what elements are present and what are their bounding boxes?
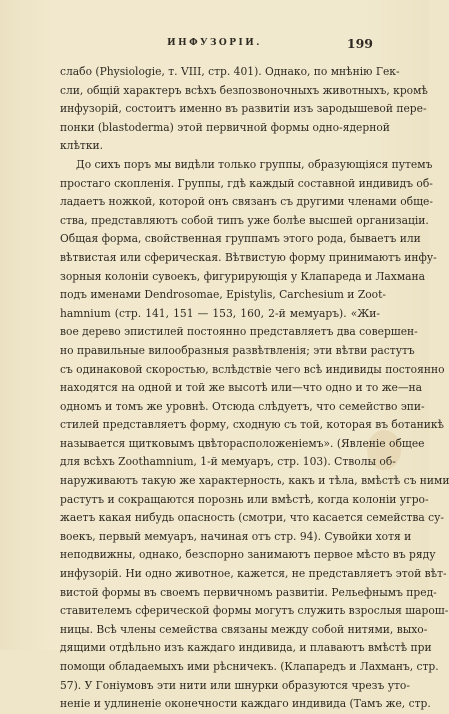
text-line: воекъ, первый мемуаръ, начиная отъ стр. 94). Сувойки хотя и [60, 529, 412, 543]
text-line: Общая форма, свойственная группамъ этого рода, бываетъ или [60, 232, 421, 246]
text-line: вѣтвистая или сферическая. Вѣтвистую форму принимаютъ инфу- [60, 250, 437, 264]
text-line: зорныя колоніи сувоекъ, фигурирующія у Клапареда и Лахмана [60, 269, 426, 283]
text-line: одномъ и томъ же уровнѣ. Отсюда слѣдуетъ, что семейство эпи- [60, 399, 425, 413]
text-line: дящими отдѣльно изъ каждаго индивида, и плаваютъ вмѣстѣ при [60, 641, 432, 655]
text-line: но правильные вилообразныя развѣтвленія; эти вѣтви растутъ [60, 343, 415, 357]
text-line: вистой формы въ своемъ первичномъ развитіи. Рельефнымъ пред- [60, 585, 437, 599]
text-line: понки (blastoderma) этой первичной формы одно-ядерной [60, 120, 390, 134]
text-line: hamnium (стр. 141, 151 — 153, 160, 2-й мемуаръ). «Жи- [60, 306, 380, 320]
text-line: наруживаютъ такую же характерность, какъ и тѣла, вмѣстѣ съ ними [60, 474, 449, 488]
text-line: неподвижны, однако, безспорно занимаютъ первое мѣсто въ ряду [60, 548, 436, 562]
page-number: 199 [346, 36, 373, 51]
text-line: находятся на одной и той же высотѣ или—что одно и то же—на [60, 381, 423, 395]
text-line: съ одинаковой скоростью, вслѣдствіе чего всѣ индивиды постоянно [60, 362, 445, 376]
text-line: инфузорій, состоитъ именно въ развитіи изъ зародышевой пере- [60, 102, 427, 116]
text-line: жаетъ какая нибудь опасность (смотри, что касается семейства су- [60, 511, 445, 525]
text-line: называется щитковымъ цвѣторасположеніемъ». (Явленіе общее [60, 436, 425, 450]
text-line: подъ именами Dendrosomae, Epistylis, Carchesium и Zoot- [60, 288, 387, 302]
text-line: стилей представляетъ форму, сходную съ той, которая въ ботаникѣ [60, 418, 444, 432]
text-line: простаго скопленія. Группы, гдѣ каждый составной индивидъ об- [60, 176, 433, 190]
text-line: ставителемъ сферической формы могутъ служить взрослыя шарош- [60, 604, 449, 618]
text-line: слабо (Physiologie, т. VIII, стр. 401). Однако, по мнѣнію Гек- [60, 65, 400, 78]
text-line: растутъ и сокращаются порознь или вмѣстѣ, когда колоніи угро- [60, 492, 429, 506]
text-line: До сихъ поръ мы видѣли только группы, образующіяся путемъ [76, 157, 433, 171]
text-line: инфузорій. Ни одно животное, кажется, не представляетъ этой вѣт- [60, 567, 447, 581]
text-line: для всѣхъ Zoothamnium, 1-й мемуаръ, стр. 103). Стволы об- [60, 455, 396, 469]
text-line: 57). У Гоніумовъ эти нити или шнурки образуются чрезъ уто- [60, 678, 410, 692]
running-title: ИНФУЗОРІИ. [167, 38, 262, 48]
text-line: клѣтки. [60, 139, 104, 153]
text-line: ладаетъ ножкой, которой онъ связанъ съ другими членами обще- [60, 195, 433, 209]
text-line: неніе и удлиненіе оконечности каждаго индивида (Тамъ же, стр. [60, 697, 431, 711]
text-line: помощи обладаемыхъ ими рѣсничекъ. (Клапаредъ и Лахманъ, стр. [60, 660, 439, 673]
text-line: вое дерево эпистилей постоянно представляетъ два совершен- [60, 325, 418, 339]
body-text [60, 63, 449, 714]
text-line: ства, представляютъ собой типъ уже болѣе высшей организаціи. [60, 213, 429, 227]
text-line: сли, общій характеръ всѣхъ безпозвоночныхъ животныхъ, кромѣ [60, 83, 428, 97]
text-line: ницы. Всѣ члены семейства связаны между собой нитями, выхо- [60, 622, 428, 636]
